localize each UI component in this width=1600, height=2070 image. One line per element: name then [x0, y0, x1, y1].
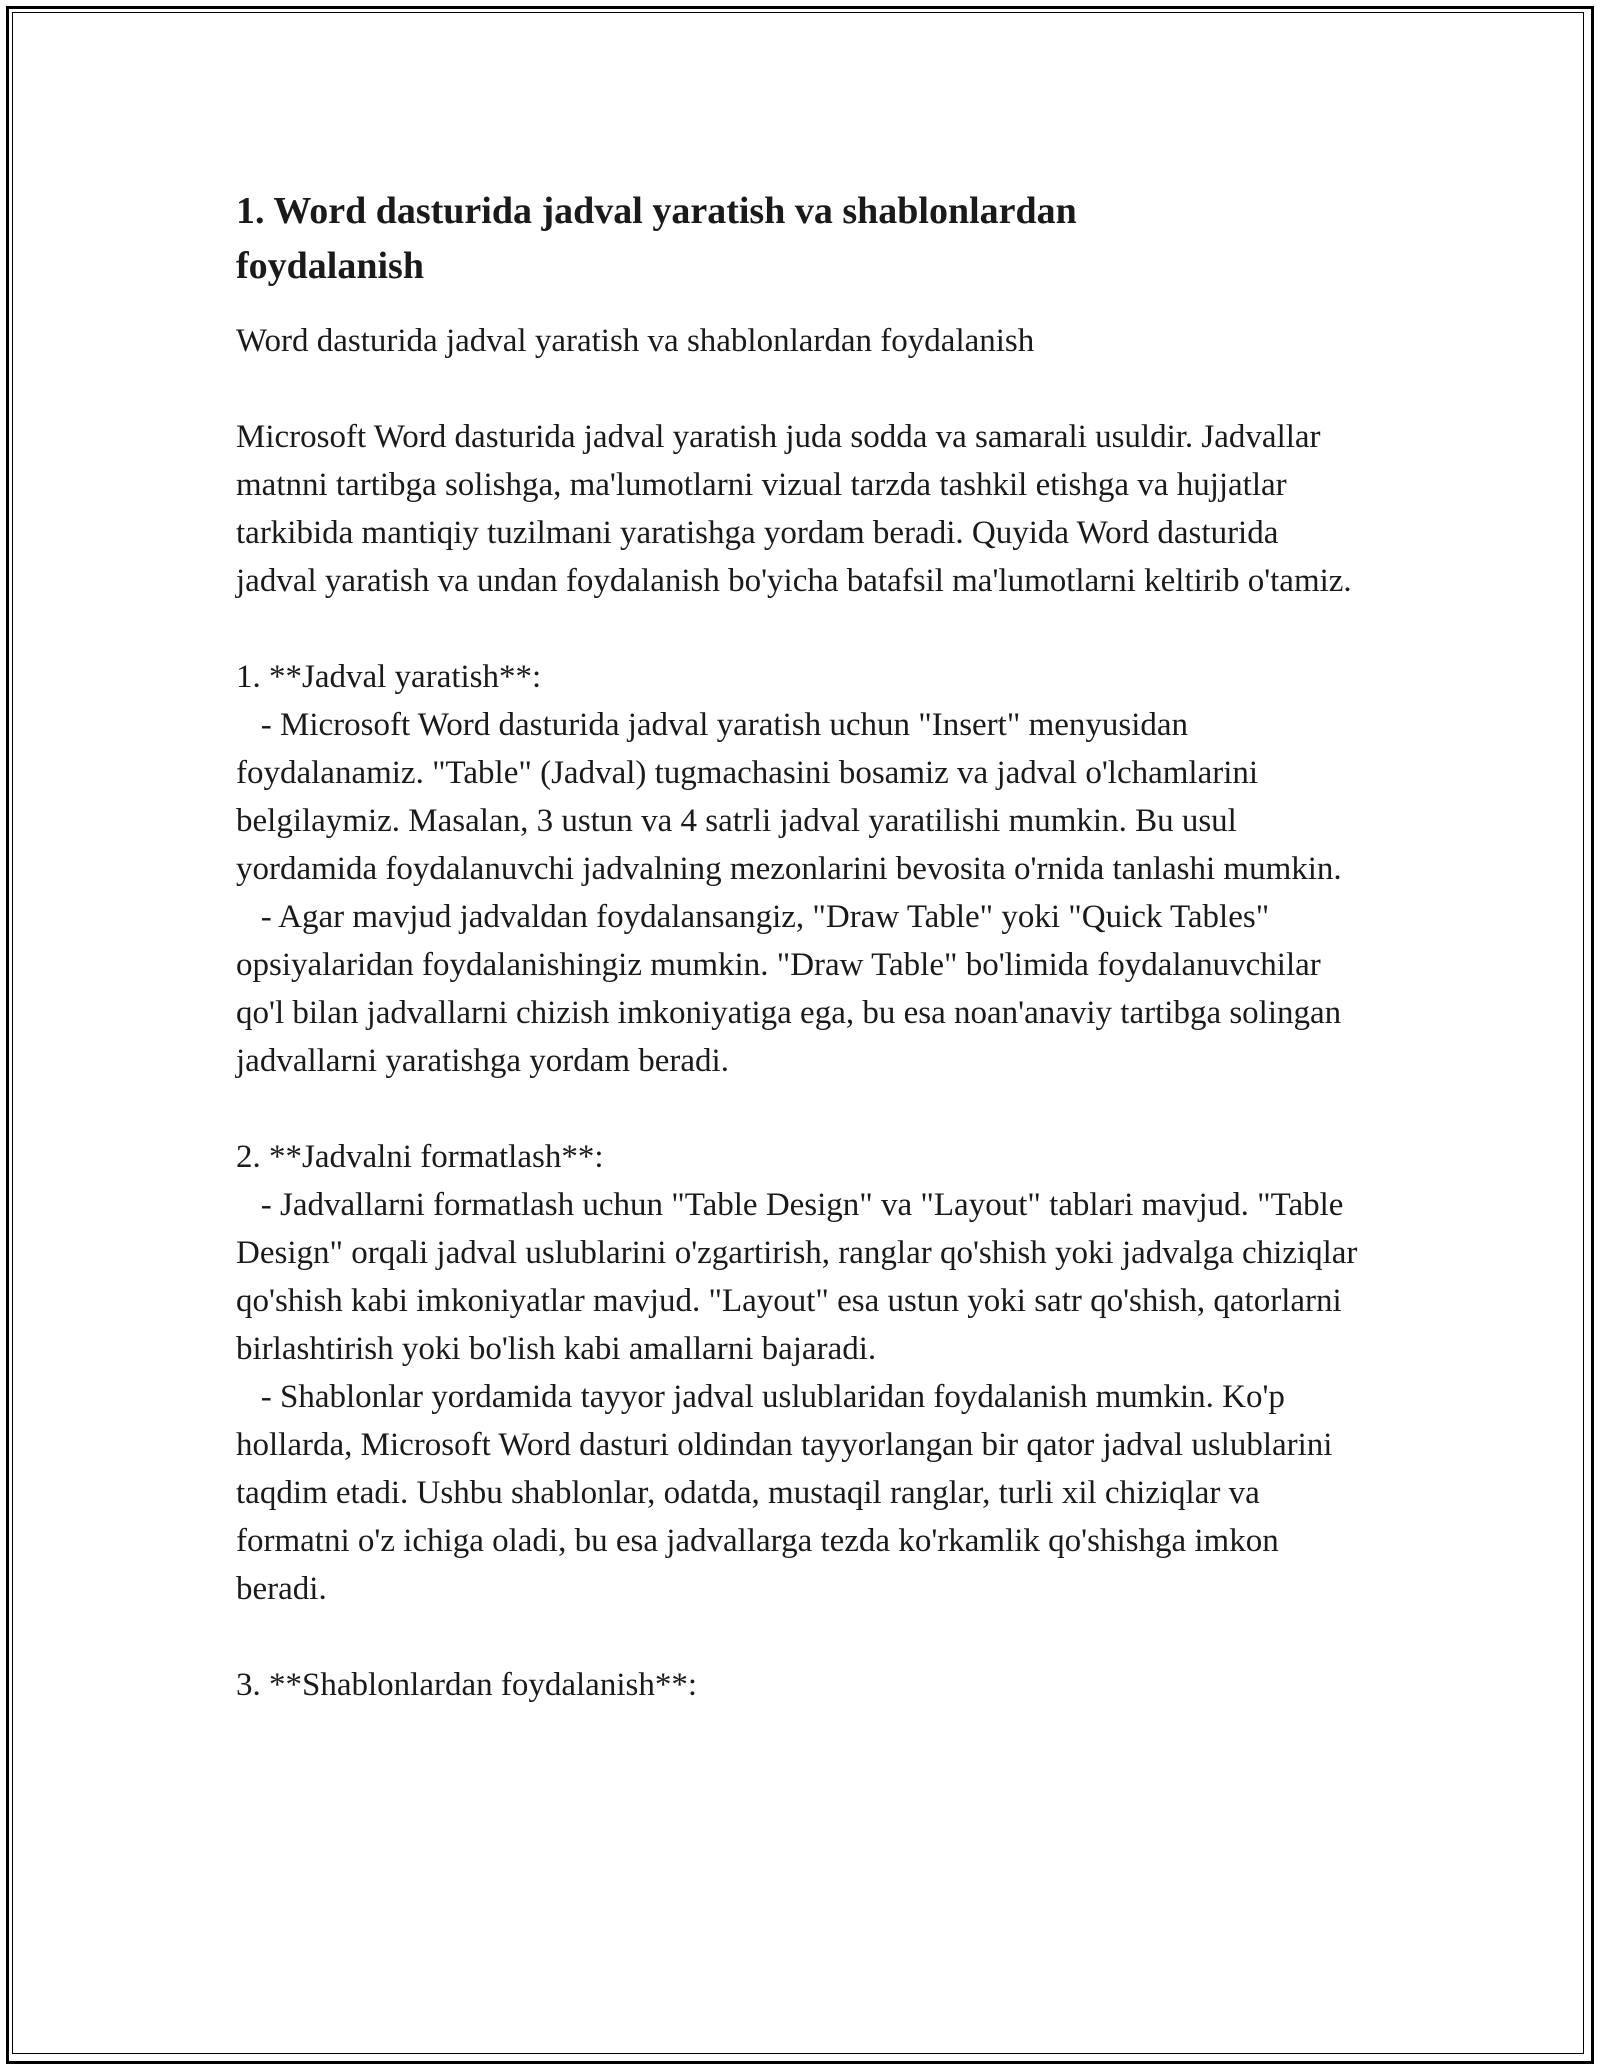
section-jadval-yaratish — [236, 653, 1366, 1085]
section-shablonlardan-foydalanish — [236, 1661, 1366, 1709]
section-heading: 2. **Jadvalni formatlash**: — [236, 1139, 604, 1175]
section-heading: 3. **Shablonlardan foydalanish**: — [236, 1667, 698, 1703]
document-title: 1. Word dasturida jadval yaratish va shablonlardan foydalanish — [236, 190, 1077, 287]
section-bullet: - Jadvallarni formatlash uchun "Table Design" va "Layout" tablari mavjud. "Table Design" orqali jadval uslublarini o'zgartirish, ranglar qo'shish yoki jadvalga chiziqlar qo'shish kabi imkoniyatlar mavjud. "Layout" esa ustun yoki satr qo'shish, qatorlarni birlashtirish yoki bo'lish kabi amallarni bajaradi. — [236, 1187, 1366, 1367]
section-bullet: - Shablonlar yordamida tayyor jadval uslublaridan foydalanish mumkin. Ko'p hollarda, Microsoft Word dasturi oldindan tayyorlangan bir qator jadval uslublarini taqdim etadi. Ushbu shablonlar, odatda, mustaqil ranglar, turli xil chiziqlar va formatni o'z ichiga oladi, bu esa jadvallarga tezda ko'rkamlik qo'shishga imkon beradi. — [236, 1379, 1341, 1607]
intro-paragraph: Microsoft Word dasturida jadval yaratish juda sodda va samarali usuldir. Jadvallar matnni tartibga solishga, ma'lumotlarni vizual tarzda tashkil etishga va hujjatlar tarkibida mantiqiy tuzilmani yaratishga yordam beradi. Quyida Word dasturida jadval yaratish va undan foydalanish bo'yicha batafsil ma'lumotlarni keltirib o'tamiz. — [236, 419, 1352, 599]
document-subtitle: Word dasturida jadval yaratish va shablonlardan foydalanish — [236, 323, 1035, 359]
section-jadvalni-formatlash — [236, 1133, 1366, 1613]
section-bullet: - Agar mavjud jadvaldan foydalansangiz, "Draw Table" yoki "Quick Tables" opsiyalaridan foydalanishingiz mumkin. "Draw Table" bo'limida foydalanuvchilar qo'l bilan jadvallarni chizish imkoniyatiga ega, bu esa noan'anaviy tartibga solingan jadvallarni yaratishga yordam beradi. — [236, 899, 1350, 1079]
document-body — [236, 184, 1366, 1757]
section-heading: 1. **Jadval yaratish**: — [236, 659, 542, 695]
section-bullet: - Microsoft Word dasturida jadval yaratish uchun "Insert" menyusidan foydalanamiz. "Table" (Jadval) tugmachasini bosamiz va jadval o'lchamlarini belgilaymiz. Masalan, 3 ustun va 4 satrli jadval yaratilishi mumkin. Bu usul yordamida foydalanuvchi jadvalning mezonlarini bevosita o'rnida tanlashi mumkin. — [236, 707, 1342, 887]
